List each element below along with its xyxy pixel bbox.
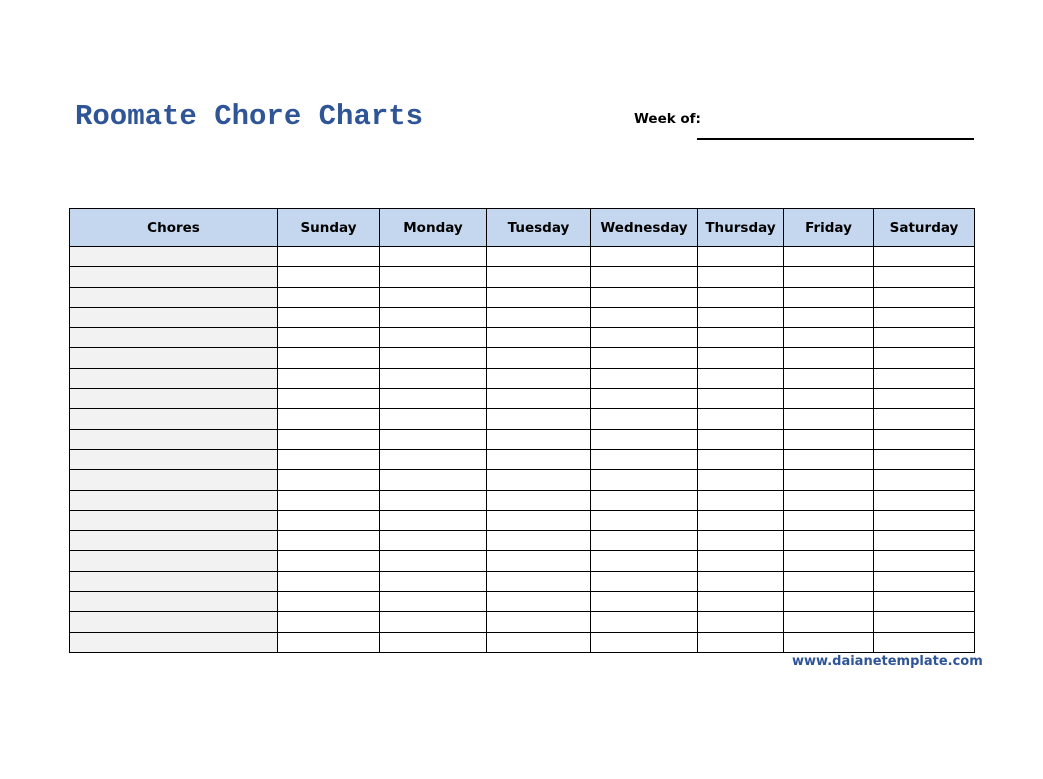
day-cell-thursday[interactable] (698, 449, 784, 469)
day-cell-tuesday[interactable] (487, 429, 591, 449)
day-cell-friday[interactable] (784, 632, 874, 652)
table-row (70, 510, 975, 530)
chore-name-cell[interactable] (70, 449, 278, 469)
day-cell-friday[interactable] (784, 490, 874, 510)
day-cell-monday[interactable] (380, 632, 487, 652)
day-cell-friday[interactable] (784, 531, 874, 551)
day-cell-saturday[interactable] (874, 267, 975, 287)
table-row (70, 490, 975, 510)
chore-name-cell[interactable] (70, 490, 278, 510)
day-cell-saturday[interactable] (874, 470, 975, 490)
day-cell-tuesday[interactable] (487, 328, 591, 348)
day-cell-saturday[interactable] (874, 510, 975, 530)
day-cell-sunday[interactable] (278, 328, 380, 348)
day-cell-saturday[interactable] (874, 592, 975, 612)
day-cell-friday[interactable] (784, 592, 874, 612)
day-cell-monday[interactable] (380, 551, 487, 571)
day-cell-sunday[interactable] (278, 632, 380, 652)
table-row (70, 632, 975, 652)
chore-name-cell[interactable] (70, 531, 278, 551)
day-cell-tuesday[interactable] (487, 348, 591, 368)
day-cell-thursday[interactable] (698, 287, 784, 307)
day-cell-tuesday[interactable] (487, 632, 591, 652)
day-cell-saturday[interactable] (874, 490, 975, 510)
day-cell-saturday[interactable] (874, 409, 975, 429)
day-cell-monday[interactable] (380, 368, 487, 388)
chore-name-cell[interactable] (70, 592, 278, 612)
table-row (70, 348, 975, 368)
day-cell-wednesday[interactable] (591, 592, 698, 612)
day-cell-monday[interactable] (380, 389, 487, 409)
table-row (70, 247, 975, 267)
day-cell-tuesday[interactable] (487, 307, 591, 327)
table-row (70, 592, 975, 612)
day-cell-friday[interactable] (784, 429, 874, 449)
day-cell-thursday[interactable] (698, 267, 784, 287)
day-cell-tuesday[interactable] (487, 409, 591, 429)
day-cell-tuesday[interactable] (487, 510, 591, 530)
table-row (70, 389, 975, 409)
day-cell-monday[interactable] (380, 348, 487, 368)
day-cell-monday[interactable] (380, 267, 487, 287)
day-cell-friday[interactable] (784, 348, 874, 368)
day-cell-monday[interactable] (380, 571, 487, 591)
table-row (70, 287, 975, 307)
day-cell-sunday[interactable] (278, 531, 380, 551)
day-cell-friday[interactable] (784, 389, 874, 409)
day-cell-wednesday[interactable] (591, 348, 698, 368)
day-cell-sunday[interactable] (278, 470, 380, 490)
day-cell-saturday[interactable] (874, 307, 975, 327)
table-row (70, 328, 975, 348)
day-cell-wednesday[interactable] (591, 307, 698, 327)
chore-name-cell[interactable] (70, 470, 278, 490)
column-header-friday: Friday (784, 209, 874, 247)
day-cell-tuesday[interactable] (487, 531, 591, 551)
table-row (70, 612, 975, 632)
chore-name-cell[interactable] (70, 429, 278, 449)
day-cell-thursday[interactable] (698, 531, 784, 551)
chore-chart-table (69, 208, 975, 653)
chore-name-cell[interactable] (70, 348, 278, 368)
day-cell-friday[interactable] (784, 247, 874, 267)
day-cell-tuesday[interactable] (487, 247, 591, 267)
table-row (70, 470, 975, 490)
day-cell-wednesday[interactable] (591, 571, 698, 591)
column-header-chores: Chores (70, 209, 278, 247)
day-cell-thursday[interactable] (698, 510, 784, 530)
day-cell-thursday[interactable] (698, 307, 784, 327)
week-of-field[interactable] (697, 138, 974, 140)
day-cell-saturday[interactable] (874, 571, 975, 591)
day-cell-sunday[interactable] (278, 571, 380, 591)
day-cell-friday[interactable] (784, 612, 874, 632)
chore-name-cell[interactable] (70, 632, 278, 652)
day-cell-thursday[interactable] (698, 409, 784, 429)
day-cell-wednesday[interactable] (591, 287, 698, 307)
day-cell-wednesday[interactable] (591, 449, 698, 469)
day-cell-friday[interactable] (784, 409, 874, 429)
day-cell-sunday[interactable] (278, 449, 380, 469)
day-cell-sunday[interactable] (278, 368, 380, 388)
day-cell-saturday[interactable] (874, 368, 975, 388)
day-cell-wednesday[interactable] (591, 470, 698, 490)
day-cell-wednesday[interactable] (591, 551, 698, 571)
day-cell-monday[interactable] (380, 531, 487, 551)
day-cell-monday[interactable] (380, 409, 487, 429)
day-cell-thursday[interactable] (698, 632, 784, 652)
chore-name-cell[interactable] (70, 612, 278, 632)
table-row (70, 267, 975, 287)
day-cell-tuesday[interactable] (487, 592, 591, 612)
column-header-tuesday: Tuesday (487, 209, 591, 247)
chore-name-cell[interactable] (70, 287, 278, 307)
chore-name-cell[interactable] (70, 389, 278, 409)
day-cell-saturday[interactable] (874, 551, 975, 571)
day-cell-sunday[interactable] (278, 287, 380, 307)
day-cell-sunday[interactable] (278, 247, 380, 267)
day-cell-sunday[interactable] (278, 429, 380, 449)
day-cell-thursday[interactable] (698, 592, 784, 612)
chore-name-cell[interactable] (70, 551, 278, 571)
column-header-saturday: Saturday (874, 209, 975, 247)
day-cell-sunday[interactable] (278, 612, 380, 632)
chore-name-cell[interactable] (70, 247, 278, 267)
day-cell-tuesday[interactable] (487, 287, 591, 307)
day-cell-thursday[interactable] (698, 490, 784, 510)
day-cell-wednesday[interactable] (591, 247, 698, 267)
day-cell-friday[interactable] (784, 307, 874, 327)
day-cell-saturday[interactable] (874, 429, 975, 449)
day-cell-sunday[interactable] (278, 490, 380, 510)
chore-name-cell[interactable] (70, 510, 278, 530)
day-cell-saturday[interactable] (874, 348, 975, 368)
day-cell-wednesday[interactable] (591, 632, 698, 652)
day-cell-saturday[interactable] (874, 449, 975, 469)
day-cell-sunday[interactable] (278, 510, 380, 530)
day-cell-saturday[interactable] (874, 247, 975, 267)
day-cell-friday[interactable] (784, 267, 874, 287)
column-header-monday: Monday (380, 209, 487, 247)
day-cell-monday[interactable] (380, 470, 487, 490)
day-cell-monday[interactable] (380, 287, 487, 307)
day-cell-friday[interactable] (784, 510, 874, 530)
chore-name-cell[interactable] (70, 328, 278, 348)
table-row (70, 429, 975, 449)
column-header-wednesday: Wednesday (591, 209, 698, 247)
day-cell-friday[interactable] (784, 571, 874, 591)
day-cell-sunday[interactable] (278, 267, 380, 287)
day-cell-thursday[interactable] (698, 389, 784, 409)
day-cell-tuesday[interactable] (487, 389, 591, 409)
table-row (70, 368, 975, 388)
day-cell-saturday[interactable] (874, 612, 975, 632)
day-cell-sunday[interactable] (278, 348, 380, 368)
day-cell-wednesday[interactable] (591, 409, 698, 429)
day-cell-saturday[interactable] (874, 531, 975, 551)
chore-name-cell[interactable] (70, 571, 278, 591)
day-cell-monday[interactable] (380, 490, 487, 510)
day-cell-tuesday[interactable] (487, 571, 591, 591)
day-cell-saturday[interactable] (874, 632, 975, 652)
day-cell-sunday[interactable] (278, 551, 380, 571)
day-cell-monday[interactable] (380, 592, 487, 612)
day-cell-sunday[interactable] (278, 592, 380, 612)
day-cell-wednesday[interactable] (591, 531, 698, 551)
table-row (70, 571, 975, 591)
day-cell-wednesday[interactable] (591, 368, 698, 388)
day-cell-friday[interactable] (784, 368, 874, 388)
day-cell-thursday[interactable] (698, 551, 784, 571)
day-cell-tuesday[interactable] (487, 449, 591, 469)
day-cell-monday[interactable] (380, 328, 487, 348)
day-cell-friday[interactable] (784, 551, 874, 571)
day-cell-thursday[interactable] (698, 368, 784, 388)
footer-website-link[interactable]: www.daianetemplate.com (792, 654, 983, 669)
page-title: Roomate Chore Charts (75, 100, 424, 133)
day-cell-thursday[interactable] (698, 571, 784, 591)
column-header-sunday: Sunday (278, 209, 380, 247)
day-cell-wednesday[interactable] (591, 490, 698, 510)
day-cell-wednesday[interactable] (591, 267, 698, 287)
day-cell-saturday[interactable] (874, 328, 975, 348)
table-row (70, 531, 975, 551)
chore-name-cell[interactable] (70, 368, 278, 388)
day-cell-tuesday[interactable] (487, 490, 591, 510)
day-cell-thursday[interactable] (698, 612, 784, 632)
day-cell-thursday[interactable] (698, 348, 784, 368)
day-cell-tuesday[interactable] (487, 551, 591, 571)
table-header-row (70, 209, 975, 247)
day-cell-sunday[interactable] (278, 307, 380, 327)
table-row (70, 307, 975, 327)
day-cell-tuesday[interactable] (487, 612, 591, 632)
day-cell-monday[interactable] (380, 247, 487, 267)
day-cell-saturday[interactable] (874, 287, 975, 307)
day-cell-wednesday[interactable] (591, 612, 698, 632)
day-cell-monday[interactable] (380, 510, 487, 530)
day-cell-tuesday[interactable] (487, 368, 591, 388)
day-cell-thursday[interactable] (698, 470, 784, 490)
chore-name-cell[interactable] (70, 409, 278, 429)
day-cell-sunday[interactable] (278, 389, 380, 409)
day-cell-monday[interactable] (380, 429, 487, 449)
day-cell-wednesday[interactable] (591, 510, 698, 530)
table-row (70, 449, 975, 469)
day-cell-sunday[interactable] (278, 409, 380, 429)
day-cell-friday[interactable] (784, 328, 874, 348)
day-cell-friday[interactable] (784, 287, 874, 307)
week-of-label: Week of: (634, 111, 701, 127)
day-cell-tuesday[interactable] (487, 267, 591, 287)
chore-name-cell[interactable] (70, 267, 278, 287)
table-body (70, 247, 975, 653)
day-cell-friday[interactable] (784, 449, 874, 469)
day-cell-wednesday[interactable] (591, 429, 698, 449)
day-cell-monday[interactable] (380, 449, 487, 469)
table-row (70, 409, 975, 429)
day-cell-friday[interactable] (784, 470, 874, 490)
day-cell-wednesday[interactable] (591, 389, 698, 409)
day-cell-tuesday[interactable] (487, 470, 591, 490)
day-cell-monday[interactable] (380, 307, 487, 327)
day-cell-thursday[interactable] (698, 328, 784, 348)
table-row (70, 551, 975, 571)
day-cell-thursday[interactable] (698, 429, 784, 449)
day-cell-monday[interactable] (380, 612, 487, 632)
chore-name-cell[interactable] (70, 307, 278, 327)
column-header-thursday: Thursday (698, 209, 784, 247)
day-cell-wednesday[interactable] (591, 328, 698, 348)
day-cell-thursday[interactable] (698, 247, 784, 267)
day-cell-saturday[interactable] (874, 389, 975, 409)
